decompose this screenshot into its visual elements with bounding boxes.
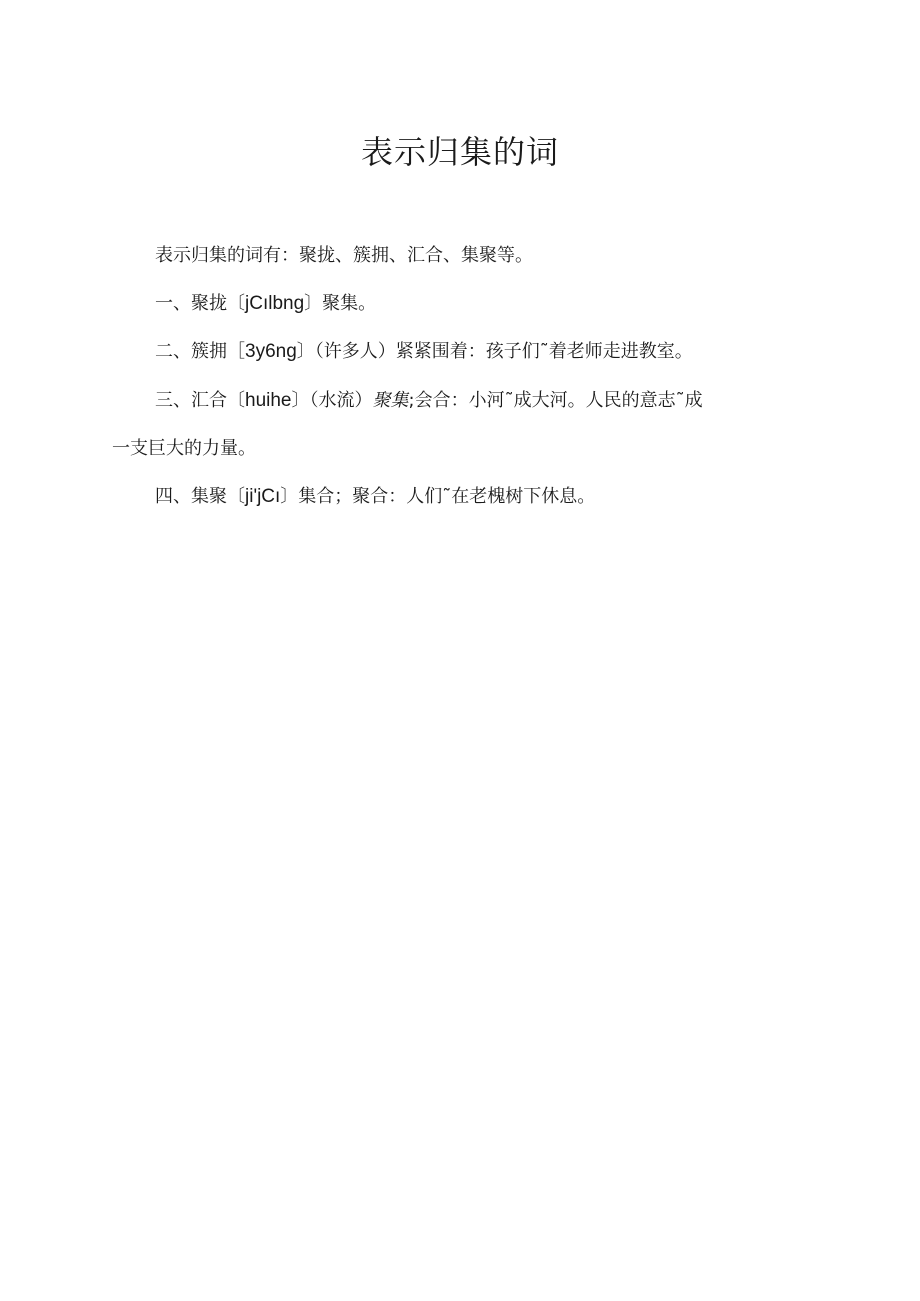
entry-julong-pinyin: jCılbng [245,293,305,314]
entry-jiju-lead: 四、集聚〔 [155,486,245,507]
entry-huihe-pinyin: huihe [245,390,292,411]
intro-paragraph: 表示归集的词有：聚拢、簇拥、汇合、集聚等。 [155,245,533,266]
entry-huihe-lead: 三、汇合〔 [155,390,245,411]
entry-huihe-line1 [155,388,703,414]
entry-jiju-pinyin: ji'jCı [245,486,281,507]
entry-cuyong-lead: 二、簇拥［ [155,341,245,362]
document-title: 表示归集的词 [360,133,559,171]
entry-huihe-italic: 聚集 [372,390,409,411]
entry-huihe-note: 〕（水流） [291,390,373,411]
entry-huihe-definition: ;会合：小河˜成大河。人民的意志˜成 [408,390,703,411]
entry-julong-definition: 〕聚集。 [304,293,377,314]
entry-julong-lead: 一、聚拢〔 [155,293,245,314]
entry-jiju [155,484,595,510]
entry-jiju-definition: 〕集合；聚合：人们˜在老槐树下休息。 [280,486,596,507]
entry-huihe-line2: 一支巨大的力量。 [112,438,256,459]
entry-cuyong [155,339,693,365]
entry-julong [155,291,376,317]
entry-cuyong-pinyin: 3y6ng [245,341,297,362]
entry-cuyong-definition: 〕（许多人）紧紧围着：孩子们˜着老师走进教室。 [296,341,693,362]
